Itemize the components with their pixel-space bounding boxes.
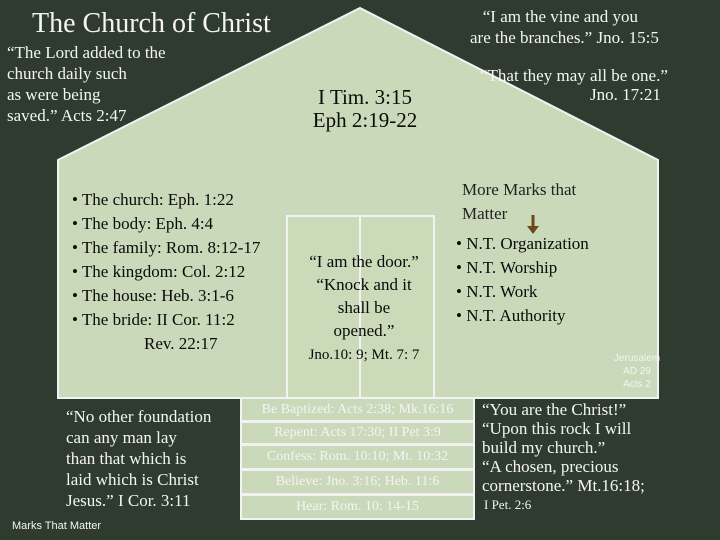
rock-quote-line: cornerstone.” Mt.16:18; — [482, 476, 645, 495]
rock-quote — [482, 400, 645, 514]
door-text — [293, 250, 435, 367]
roof-references — [300, 86, 430, 132]
unity-quote-line: “That they may all be one.” — [480, 66, 668, 85]
church-list-item: Rev. 22:17 — [144, 334, 218, 353]
door-text-line: “Knock and it — [316, 275, 412, 294]
marks-list-item: • N.T. Authority — [456, 306, 566, 325]
roof-reference: Eph 2:19-22 — [312, 108, 418, 132]
step-hear: Hear: Rom. 10: 14-15 — [296, 499, 419, 514]
step-baptized: Be Baptized: Acts 2:38; Mk.16:16 — [261, 402, 454, 417]
more-marks-heading-line: More Marks that — [462, 180, 577, 199]
page-title: The Church of Christ — [32, 8, 271, 39]
foundation-quote-line: can any man lay — [66, 428, 177, 447]
more-marks-heading-line: Matter — [462, 204, 508, 223]
step-believe: Believe: Jno. 3:16; Heb. 11:6 — [275, 474, 440, 489]
door-text-line: shall be — [337, 298, 391, 317]
rock-quote-line: build my church.” — [482, 438, 606, 457]
jerusalem-note — [605, 352, 669, 391]
roof-reference: I Tim. 3:15 — [318, 85, 412, 109]
acts-quote — [7, 42, 166, 126]
acts-quote-line: “The Lord added to the — [7, 43, 166, 62]
marks-list-item: • N.T. Work — [456, 282, 538, 301]
marks-list-item: • N.T. Worship — [456, 258, 558, 277]
vine-quote-line: “I am the vine and you — [482, 7, 639, 26]
church-list-item: • The house: Heb. 3:1-6 — [72, 286, 234, 305]
step-confess: Confess: Rom. 10:10; Mt. 10:32 — [266, 449, 449, 464]
foundation-quote-line: than that which is — [66, 449, 187, 468]
church-list — [72, 188, 260, 356]
marks-list-item: • N.T. Organization — [456, 234, 589, 253]
footer-label: Marks That Matter — [12, 520, 102, 532]
church-list-item: • The kingdom: Col. 2:12 — [72, 262, 246, 281]
rock-quote-line: “A chosen, precious — [482, 457, 619, 476]
church-list-item: • The body: Eph. 4:4 — [72, 214, 214, 233]
door-text-line: opened.” — [333, 321, 395, 340]
foundation-quote-line: “No other foundation — [66, 407, 212, 426]
rock-quote-line: “Upon this rock I will — [482, 419, 632, 438]
unity-quote — [480, 66, 668, 104]
church-list-item: • The family: Rom. 8:12-17 — [72, 238, 261, 257]
step-repent: Repent: Acts 17:30; II Pet 3:9 — [274, 425, 441, 440]
vine-quote — [462, 6, 659, 48]
jerusalem-line: Jerusalem — [613, 353, 661, 364]
unity-quote-line: Jno. 17:21 — [590, 85, 661, 104]
more-marks-heading — [462, 178, 576, 226]
foundation-quote-line: Jesus.” I Cor. 3:11 — [66, 491, 191, 510]
acts-quote-line: saved.” Acts 2:47 — [7, 106, 127, 125]
church-list-item: • The bride: II Cor. 11:2 — [72, 310, 235, 329]
jerusalem-line: AD 29 — [623, 366, 651, 377]
acts-quote-line: as were being — [7, 85, 101, 104]
rock-quote-line: I Pet. 2:6 — [484, 497, 532, 512]
church-list-item: • The church: Eph. 1:22 — [72, 190, 234, 209]
marks-list — [456, 232, 589, 328]
rock-quote-line: “You are the Christ!” — [482, 400, 627, 419]
foundation-quote-line: laid which is Christ — [66, 470, 199, 489]
door-text-line: “I am the door.” — [309, 252, 419, 271]
acts-quote-line: church daily such — [7, 64, 127, 83]
door-text-line: Jno.10: 9; Mt. 7: 7 — [308, 347, 420, 363]
vine-quote-line: are the branches.” Jno. 15:5 — [470, 28, 659, 47]
foundation-quote — [66, 406, 211, 511]
jerusalem-line: Acts 2 — [623, 379, 651, 390]
